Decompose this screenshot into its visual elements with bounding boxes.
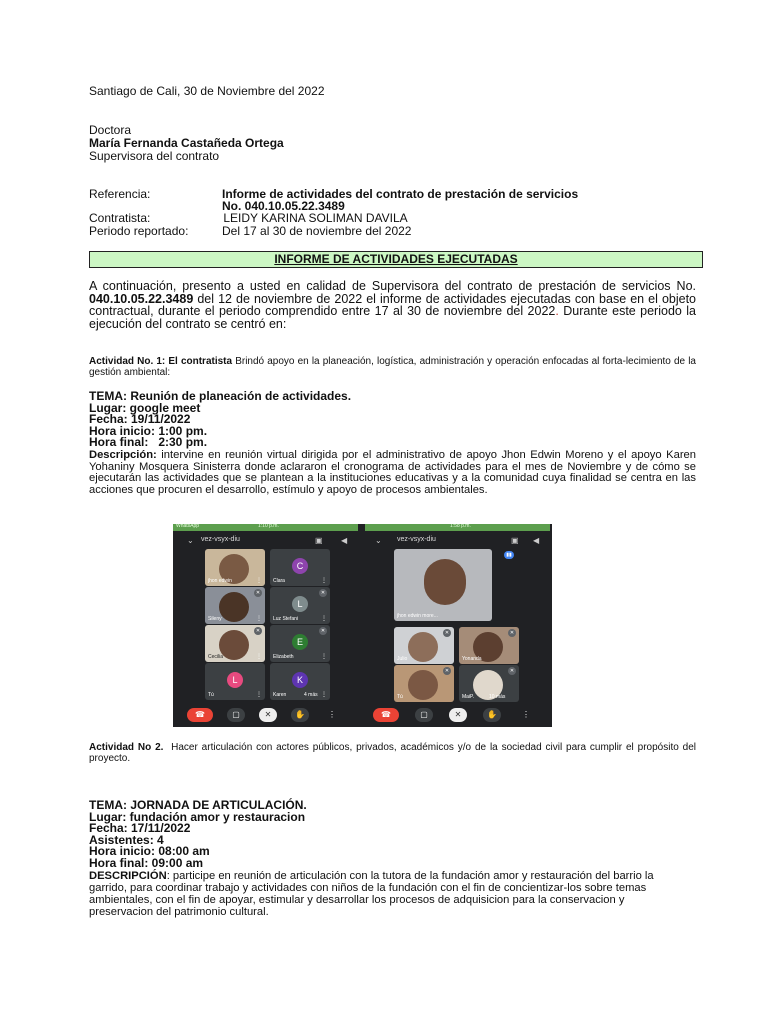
participant-video [408,670,438,700]
activity1-desc-text: intervine en reunión virtual dirigida por el administrativo de apoyo Jhon Edwin Moreno y el apoyo Karen Yohaniny Mosquera Sinisterra donde aclararon el cronograma de actividades para el mes de Noviembre y de cómo se ejecutarán las actividades que se plantean a la instituciones educativas y a la comunidad cuya finalidad se centra en las acciones que procuren el desarrollo, estímulo y apoyo de procesos ambientales. [89,449,696,496]
activity1-intro [89,356,696,378]
status-time: 1:10 p.m. [258,524,279,529]
activity2-lugar: Lugar: fundación amor y restauracion [89,809,306,824]
camera-switch-icon[interactable]: ▣ [511,536,519,545]
more-options-icon[interactable]: ⋮ [321,692,327,698]
phone-screenshot-left [173,524,358,727]
more-participants[interactable]: 10 más [489,694,506,700]
activity2-hora-final: Hora final: 09:00 am [89,855,204,870]
activity2-details [89,800,307,870]
participant-video [408,632,438,662]
avatar: L [227,672,243,688]
activity1-text: Brindó apoyo en la planeación, logística, administración y operación enfocadas al forta-lecimiento de la gestión ambiental: [89,356,696,378]
call-header [365,534,550,548]
call-controls [365,705,550,725]
activity2-label: Actividad No 2. [89,742,164,753]
more-options-icon[interactable]: ⋮ [321,616,327,622]
status-bar [173,524,358,531]
activity1-hora-final: Hora final: 2:30 pm. [89,435,208,449]
recipient-role: Supervisora del contrato [89,149,220,163]
more-participants[interactable]: 4 más [304,692,318,698]
raise-hand-button[interactable]: ✋ [483,708,501,722]
participant-tile [459,627,519,664]
contractor-value: LEIDY KARINA SOLIMAN DAVILA [220,211,408,225]
more-options-icon[interactable]: ⋮ [328,710,336,719]
participant-tile [205,587,265,624]
mic-off-icon: ✕ [255,590,261,596]
more-options-icon[interactable]: ⋮ [321,578,327,584]
avatar: L [292,596,308,612]
reference-value-line2: No. 040.10.05.22.3489 [222,199,345,213]
participant-tile [394,665,454,702]
participant-name: Julio [397,656,408,662]
speaker-icon[interactable]: ◀ [533,536,540,545]
intro-paragraph [89,280,696,330]
activity2-asistentes: Asistentes: 4 [89,832,164,847]
participant-tile [270,549,330,586]
period-value: Del 17 al 30 de noviembre del 2022 [222,224,412,238]
call-controls [173,705,358,725]
activity1-hora-inicio: Hora inicio: 1:00 pm. [89,423,208,438]
activity1-description [89,450,696,496]
activity2-desc-label: DESCRIPCIÓN [89,870,167,882]
audio-level-icon: ▮▮ [504,551,514,559]
activity1-lead: El contratista [168,356,233,367]
activity1-fecha: Fecha: 19/11/2022 [89,412,191,426]
participant-tile [205,663,265,700]
intro-text-3: Durante este periodo la ejecución del contrato se centró en: [89,304,696,331]
more-options-icon[interactable]: ⋮ [321,654,327,660]
intro-text-1: A continuación, presento a usted en calidad de Supervisora del contrato de prestación de servicios No. [89,279,696,293]
contractor-label: Contratista: [89,211,151,225]
participant-tile [459,665,519,702]
raise-hand-button[interactable]: ✋ [291,708,309,722]
participant-name: Cecilia [208,654,224,660]
phone-screenshot-right [365,524,550,727]
participant-name: Tú [397,694,403,700]
participant-video [219,630,249,660]
camera-switch-icon[interactable]: ▣ [315,536,323,545]
contract-number: 040.10.05.22.3489 [89,291,194,306]
activity1-lugar: Lugar: google meet [89,400,201,415]
participant-tile [270,663,330,700]
participant-name: Elizabeth [273,654,294,660]
participant-name: jhon edwin [208,578,232,584]
participant-name: Sileny [208,616,222,622]
status-app: WhatsApp [176,524,200,529]
mic-off-icon: ✕ [444,630,450,636]
avatar: E [292,634,308,650]
mic-off-icon: ✕ [320,590,326,596]
participant-tile [205,549,265,586]
activity2-intro [89,742,699,764]
camera-button[interactable]: ▢ [415,708,433,722]
call-header [173,534,358,548]
meeting-code: vez-vsyx-diu [397,536,436,543]
reference-label: Referencia: [89,187,151,201]
intro-text-2: del 12 de noviembre de 2022 el informe de actividades ejecutadas con base en el objeto contractual, durante el periodo comprendido entre 17 al 30 de noviembre del 2022 [89,291,696,318]
mic-off-icon: ✕ [255,628,261,634]
period-label: Periodo reportado: [89,224,189,238]
more-options-icon[interactable]: ⋮ [256,616,262,622]
speaker-icon[interactable]: ◀ [341,536,348,545]
meeting-code: vez-vsyx-diu [201,536,240,543]
activity2-description [89,870,689,918]
activity1-details [89,391,351,449]
status-bar [365,524,550,531]
avatar: C [292,558,308,574]
camera-off-button[interactable]: ▢ [227,708,245,722]
participant-tile [270,625,330,662]
participant-name: Yonanda [462,656,482,662]
mic-off-icon: ✕ [509,630,515,636]
pinned-participant-tile [394,549,492,621]
participant-video [424,559,466,605]
participant-video [219,592,249,622]
recipient-name: María Fernanda Castañeda Ortega [89,136,284,150]
mic-off-icon: ✕ [320,628,326,634]
participant-name: Luz Stefani [273,616,299,622]
activity2-desc-text: : participe en reunión de articulación con la tutora de la fundación amor y restauración del barrio la garrido, para coordinar trabajo y actividades con niños de la fundación con el fin de concientizar-los sobre temas ambientales, con el fin de apoyar, estimular y desarrollar los procesos de adquisicion para la conservacion y preservacion del patrimonio cultural. [89,870,654,918]
chevron-down-icon[interactable]: ⌄ [187,536,194,545]
meeting-screenshots [173,524,552,727]
participant-tile [205,625,265,662]
salutation: Doctora [89,123,132,137]
chevron-down-icon[interactable]: ⌄ [375,536,382,545]
place-date: Santiago de Cali, 30 de Noviembre del 2022 [89,84,325,98]
participant-name: Clara [273,578,285,584]
activity1-tema: TEMA: Reunión de planeación de actividades. [89,389,352,403]
mic-off-button[interactable]: ✕ [259,708,277,722]
participant-name: jhon edwin more... [397,613,438,619]
participant-name: MaiP. [462,694,475,700]
activity1-desc-label: Descripción: [89,449,157,461]
reference-value-line1: Informe de actividades del contrato de prestación de servicios [222,187,579,201]
mic-off-icon: ✕ [444,668,450,674]
participant-tile [270,587,330,624]
activity1-label: Actividad No. 1: [89,356,166,367]
end-call-button[interactable]: ☎ [373,708,399,722]
more-options-icon[interactable]: ⋮ [256,654,262,660]
more-options-icon[interactable]: ⋮ [522,710,530,719]
participant-name: Tú [208,692,214,698]
participant-tile [394,627,454,664]
activity2-tema: TEMA: JORNADA DE ARTICULACIÓN. [89,798,307,812]
status-time: 1:58 p.m. [450,524,471,529]
more-options-icon[interactable]: ⋮ [256,692,262,698]
mic-off-icon: ✕ [509,668,515,674]
end-call-button[interactable]: ☎ [187,708,213,722]
activity2-text: Hacer articulación con actores públicos, privados, académicos y/o de la sociedad civil para cumplir el propósito del proyecto. [89,742,699,764]
mic-off-button[interactable]: ✕ [449,708,467,722]
activity2-fecha: Fecha: 17/11/2022 [89,821,191,836]
participant-name: Karen [273,692,287,698]
avatar: K [292,672,308,688]
intro-dot: . [555,304,559,318]
more-options-icon[interactable]: ⋮ [256,578,262,584]
section-banner: INFORME DE ACTIVIDADES EJECUTADAS [89,251,703,268]
activity2-hora-inicio: Hora inicio: 08:00 am [89,844,210,859]
